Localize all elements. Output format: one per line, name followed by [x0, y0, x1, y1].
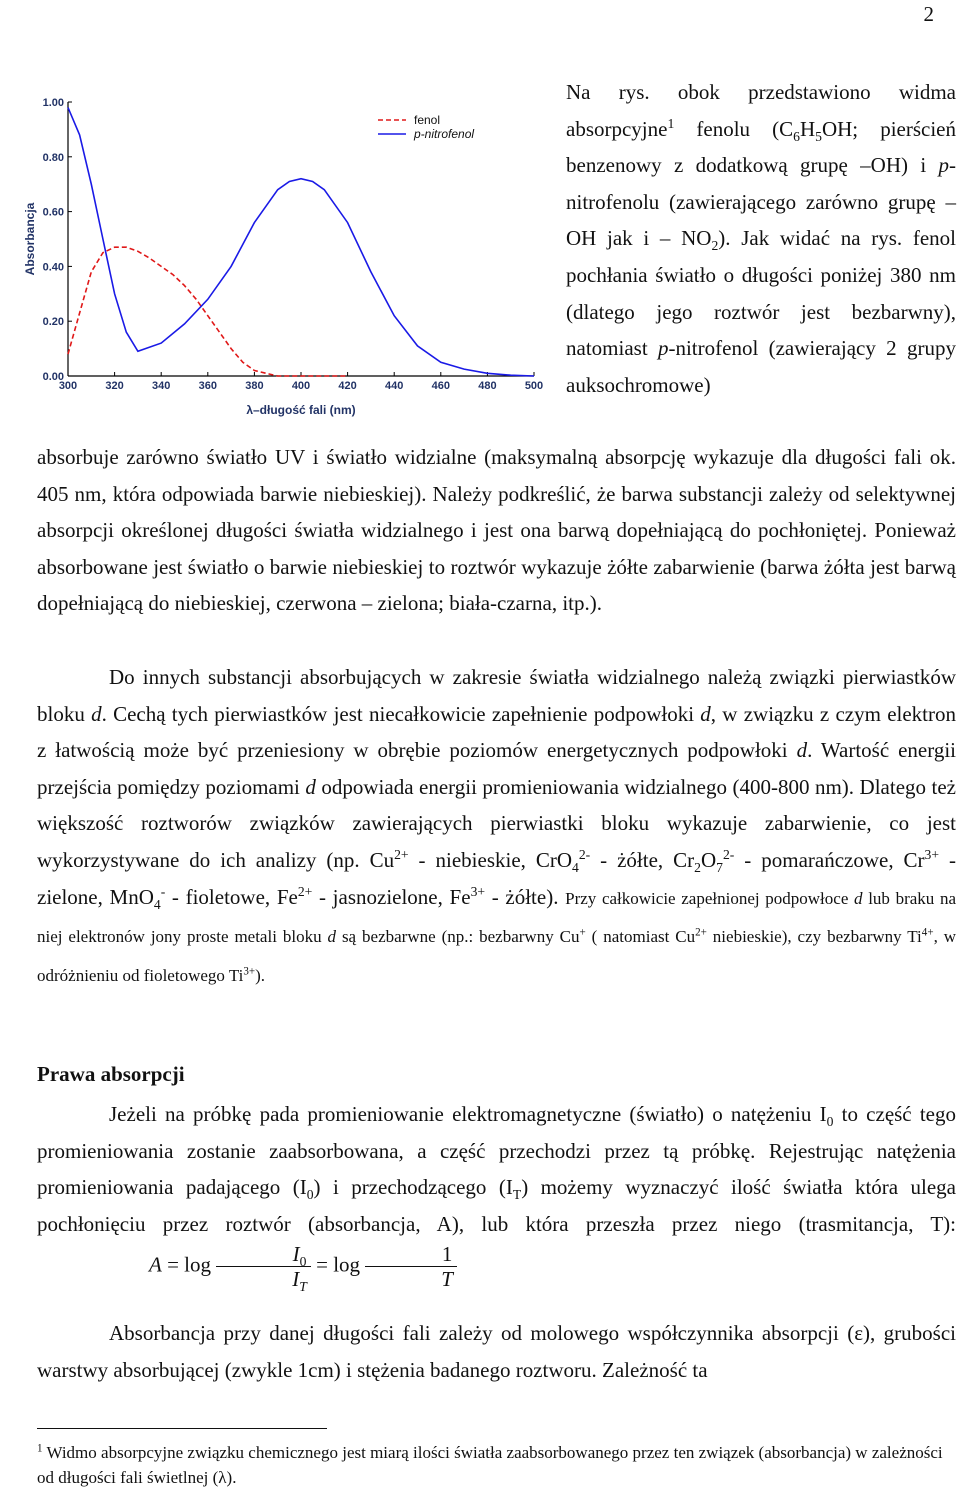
y-tick-label: 0.40 [42, 261, 64, 274]
paragraph-text: absorbuje zarówno światło UV i światło widzialne (maksymalną absorpcję wykazuje dla długości fali ok. 405 nm, która odpowiada barwie niebieskiej). Należy podkreślić, że barwa substancji zależy od selektywnej absorpcji określonej długości światła widzialnego i jest ona barwą dopełniającą do pochłoniętej. Ponieważ absorbowane jest światło o barwie niebieskiej to roztwór wykazuje żółte zabarwienie (barwa żółta jest barwą dopełniającą do niebieskiej, czerwona – zielona; biała-czarna, itp.). [37, 445, 956, 616]
absorption-spectrum-chart [18, 86, 546, 426]
x-tick-label: 340 [152, 380, 171, 392]
paragraph-absorption-laws: Jeżeli na próbkę pada promieniowanie elektromagnetyczne (światło) o natężeniu $I_0$ to część tego promieniowania zostanie zaabsorbowana, a część przechodzi przez tą próbkę. Rejestrując natężenia promieniowania padającego $(I_0)$ i przechodzącego $(I_T)$ możemy wyznaczyć ilość światła która ulega pochłonięciu przez roztwór (absorbancja, A), lub która przeszła przez niego (trasmitancja, T):A = log $\frac{I_0}{I_T}$ = log $\frac{1}{T}$ [37, 1102, 957, 1295]
x-tick-label: 300 [58, 380, 78, 392]
footnote-ref: 1 [667, 115, 675, 131]
footnote-divider [37, 1428, 327, 1429]
section-title: Prawa absorpcji [37, 1062, 185, 1086]
y-tick-label: 1.00 [42, 97, 64, 109]
series-line-p-nitrofenol [68, 108, 534, 377]
paragraph-absorbance-dependence: Absorbancja przy danej długości fali zależy od molowego współczynnika absorpcji (ε), grubości warstwy absorbującej (zwykle 1cm) i stężenia badanego roztworu. Zależność ta [37, 1321, 956, 1382]
absorbance-formula: A = log $\frac{I_0}{I_T}$ = log $\frac{1}{T}$ [77, 1242, 457, 1291]
series-line-fenol [68, 247, 348, 376]
x-tick-label: 380 [245, 380, 264, 392]
x-tick-label: 400 [291, 380, 311, 392]
x-tick-label: 500 [524, 380, 544, 392]
y-tick-label: 0.80 [42, 151, 64, 164]
x-tick-label: 320 [105, 380, 124, 392]
paragraph-absorption [37, 439, 956, 622]
page-number: 2 [923, 2, 934, 26]
y-tick-label: 0.20 [42, 316, 64, 329]
chart-svg [18, 86, 546, 426]
x-axis-label: λ–długość fali (nm) [246, 403, 356, 417]
footnote: $^1$ Widmo absorpcyjne związku chemicznego jest miarą ilości światła zaabsorbowanego przez ten związek (absorbancja) w zależności od długości fali świetlnej (λ). [37, 1442, 943, 1487]
y-axis-label: Absorbancja [23, 202, 37, 276]
y-tick-label: 0.60 [42, 206, 64, 219]
paragraph-d-block: Do innych substancji absorbujących w zakresie światła widzialnego należą związki pierwiastków bloku d. Cechą tych pierwiastków jest niecałkowicie zapełnienie podpowłoki d, w związku z czym elektron z łatwością może być przeniesiony w obrębie poziomów energetycznych podpowłoki d. Wartość energii przejścia pomiędzy poziomami d odpowiada energii promieniowania widzialnego (400-800 nm). Dlatego też większość roztworów związków zawierających pierwiastki bloku wykazuje zabarwienie, co jest wykorzystywane do ich analizy (np. $Cu^{2+}$ - niebieskie, CrO$_4^{2-}$ - żółte, $Cr_2O_7^{2-}$ - pomarańczowe, $Cr^{3+}$ - zielone, MnO$_4$- - fioletowe, $Fe^{2+}$ - jasnozielone, $Fe^{3+}$ - żółte). Przy całkowicie zapełnionej podpowłoce d lub braku na niej elektronów jony proste metali bloku d są bezbarwne (np.: bezbarwny Cu+ ( natomiast $Cu^{2+}$ niebieskie), czy bezbarwny $Ti^{4+}$, w odróżnieniu od fioletowego $Ti^{3+}$). [37, 665, 957, 985]
intro-paragraph: Na rys. obok przedstawiono widma absorpcyjne$^1$ fenolu ($C_6H_5OH$; pierścień benzenowy z dodatkową grupę –OH) i p-nitrofenolu (zawierającego zarówno grupę –OH jak i – $NO_2$). Jak widać na rys. fenol pochłania światło o długości poniżej 380 nm (dlatego jego roztwór jest bezbarwny), natomiast p-nitrofenol (zawierający 2 grupy auksochromowe) [566, 80, 957, 397]
legend-label: p-nitrofenol [414, 127, 475, 141]
x-tick-label: 420 [338, 380, 357, 392]
y-tick-label: 0.00 [42, 371, 64, 383]
legend-label: fenol [414, 113, 441, 127]
x-tick-label: 460 [431, 380, 450, 392]
x-tick-label: 480 [478, 380, 497, 392]
x-tick-label: 440 [385, 380, 404, 392]
x-tick-label: 360 [198, 380, 217, 392]
